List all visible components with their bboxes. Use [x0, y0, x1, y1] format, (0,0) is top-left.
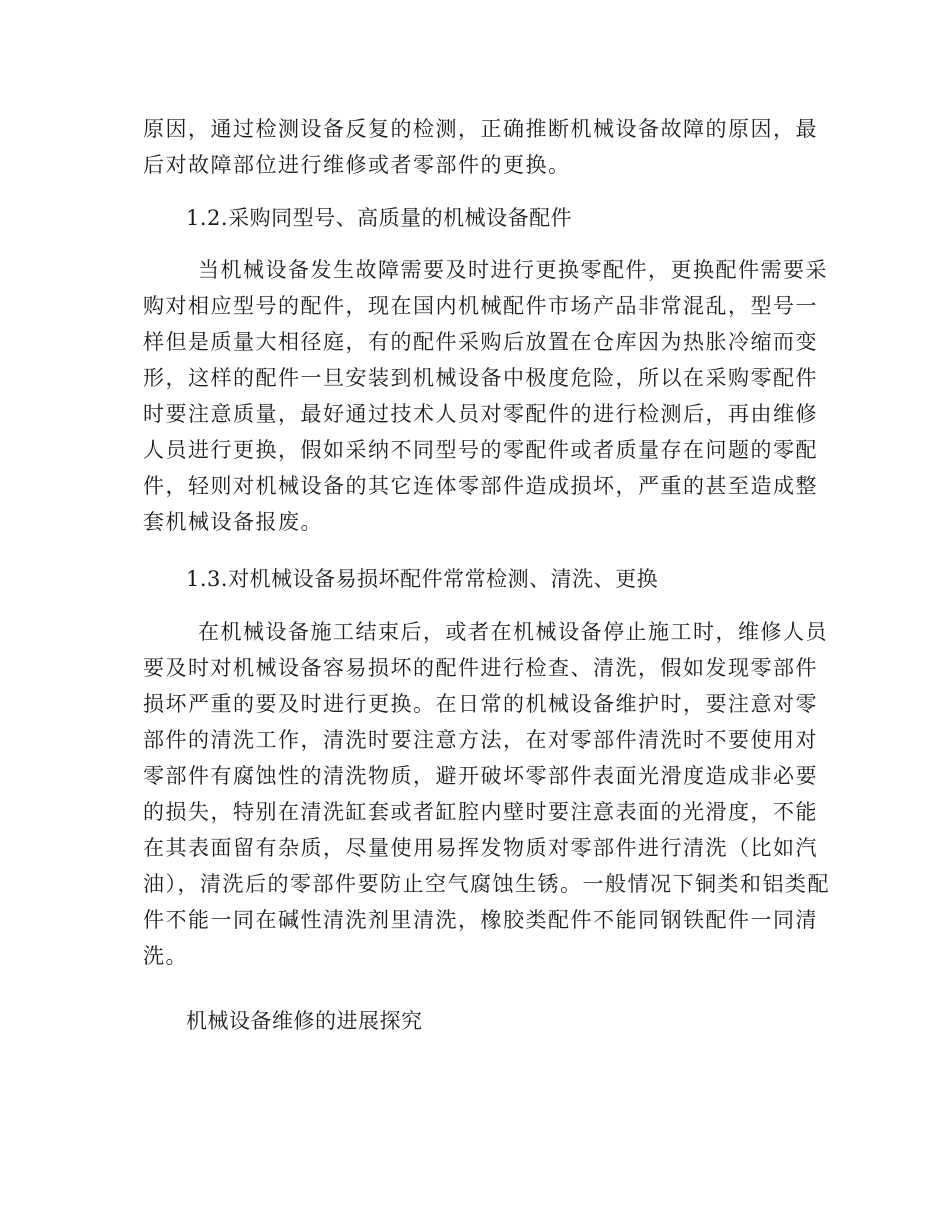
text-line: 后对故障部位进行维修或者零部件的更换。 — [143, 153, 571, 177]
text-line: 油），清洗后的零部件要防止空气腐蚀生锈。一般情况下铜类和铝类配 — [143, 872, 830, 896]
text-line: 部件的清洗工作，清洗时要注意方法，在对零部件清洗时不要使用对 — [143, 728, 818, 752]
section-heading-1-2: 1.2.采购同型号、高质量的机械设备配件 — [186, 206, 573, 230]
text-line: 原因，通过检测设备反复的检测，正确推断机械设备故障的原因，最 — [143, 117, 818, 141]
text-line: 件不能一同在碱性清洗剂里清洗，橡胶类配件不能同钢铁配件一同清 — [143, 908, 818, 932]
text-line: 的损失，特别在清洗缸套或者缸腔内壁时要注意表面的光滑度，不能 — [143, 800, 818, 824]
text-line: 样但是质量大相径庭，有的配件采购后放置在仓库因为热胀冷缩而变 — [143, 330, 818, 354]
text-line: 人员进行更换，假如采纳不同型号的零配件或者质量存在问题的零配 — [143, 438, 818, 462]
text-line: 在机械设备施工结束后，或者在机械设备停止施工时，维修人员 — [198, 620, 828, 644]
section-heading: 机械设备维修的进展探究 — [186, 1009, 423, 1033]
text-line: 洗。 — [143, 944, 188, 968]
text-line: 件，轻则对机械设备的其它连体零部件造成损坏，严重的甚至造成整 — [143, 474, 818, 498]
text-line: 在其表面留有杂质，尽量使用易挥发物质对零部件进行清洗（比如汽 — [143, 836, 818, 860]
text-line: 购对相应型号的配件，现在国内机械配件市场产品非常混乱，型号一 — [143, 294, 818, 318]
text-line: 要及时对机械设备容易损坏的配件进行检查、清洗，假如发现零部件 — [143, 656, 818, 680]
section-heading-1-3: 1.3.对机械设备易损坏配件常常检测、清洗、更换 — [186, 567, 659, 591]
text-line: 套机械设备报废。 — [143, 510, 323, 534]
paragraph-1-3 — [143, 614, 830, 974]
text-line: 零部件有腐蚀性的清洗物质，避开破坏零部件表面光滑度造成非必要 — [143, 764, 818, 788]
text-line: 形，这样的配件一旦安装到机械设备中极度危险，所以在采购零配件 — [143, 366, 818, 390]
text-line: 当机械设备发生故障需要及时进行更换零配件，更换配件需要采 — [198, 258, 828, 282]
paragraph-1-2 — [143, 252, 828, 540]
text-line: 损坏严重的要及时进行更换。在日常的机械设备维护时，要注意对零 — [143, 692, 818, 716]
paragraph-intro — [143, 111, 818, 183]
text-line: 时要注意质量，最好通过技术人员对零配件的进行检测后，再由维修 — [143, 402, 818, 426]
